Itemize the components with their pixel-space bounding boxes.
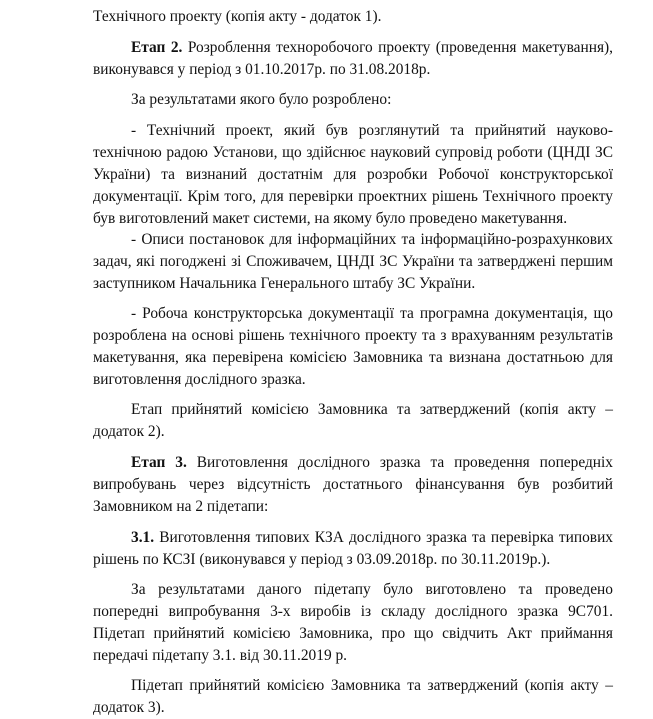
paragraph-line: був виготовлений макет системи, на якому було проведено макетування. [93,210,568,227]
substage-label: 3.1. [131,529,155,546]
paragraph-line: додаток 3). [93,699,165,716]
paragraph-line: Технічного проекту (копія акту - додаток 1). [93,8,382,25]
paragraph-line: рішень по КСЗІ (виконувався у період з 03.09.2018р. по 30.11.2019р.). [93,551,551,568]
paragraph-line: задач, які погоджені зі Споживачем, ЦНДІ ЗС України та затверджені першим [93,253,613,270]
stage-2-heading: Етап 2. Розроблення техноробочого проекту (проведення макетування), [131,39,613,56]
stage-label: Етап 2. [131,39,183,56]
paragraph-line: передачі підетапу 3.1. від 30.11.2019 р. [93,647,348,664]
paragraph-line: технічною радою Установи, що здійснює науковий супровід роботи (ЦНДІ ЗС [93,144,613,161]
paragraph-line: Підетап прийнятий комісією Замовника, про що свідчить Акт приймання [93,625,613,642]
paragraph-line: Етап прийнятий комісією Замовника та затверджений (копія акту – [131,401,613,418]
paragraph-line: Підетап прийнятий комісією Замовника та затверджений (копія акту – [131,677,613,694]
paragraph-line: документації. Крім того, для перевірки проектних рішень Технічного проекту [93,188,613,205]
stage-3-heading: Етап 3. Виготовлення дослідного зразка та проведення попередніх [131,454,614,471]
paragraph-line: попередні випробування 3-х виробів із складу дослідного зразка 9С701. [93,603,613,620]
paragraph-line: розроблена на основі рішень технічного проекту та з врахуванням результатів [93,327,613,344]
paragraph-line: За результатами даного підетапу було виготовлено та проведено [131,581,613,598]
paragraph-line: виконувався у період з 01.10.2017р. по 31.08.2018р. [93,61,431,78]
paragraph-line: макетування, яка перевірена комісією Замовника та визнана достатньою для [93,349,613,366]
paragraph-line: заступником Начальника Генерального штабу ЗС України. [93,275,476,292]
paragraph-line: За результатами якого було розроблено: [131,91,392,108]
paragraph-line: виготовлення дослідного зразка. [93,371,306,388]
paragraph-line: - Робоча конструкторська документації та програмна документація, що [131,305,613,322]
paragraph-line: додаток 2). [93,423,165,440]
paragraph-line: - Описи постановок для інформаційних та інформаційно-розрахункових [131,231,613,248]
paragraph-line: Замовником на 2 підетапи: [93,498,269,515]
paragraph-line: випробувань через відсутність достатнього фінансування був розбитий [93,476,613,493]
substage-3-1-heading: 3.1. Виготовлення типових КЗА дослідного зразка та перевірка типових [131,529,613,546]
stage-label: Етап 3. [131,454,187,471]
paragraph-line: України) та визнаний достатнім для розробки Робочої конструкторської [93,166,613,183]
paragraph-line: - Технічний проект, який був розглянутий та прийнятий науково- [131,122,613,139]
